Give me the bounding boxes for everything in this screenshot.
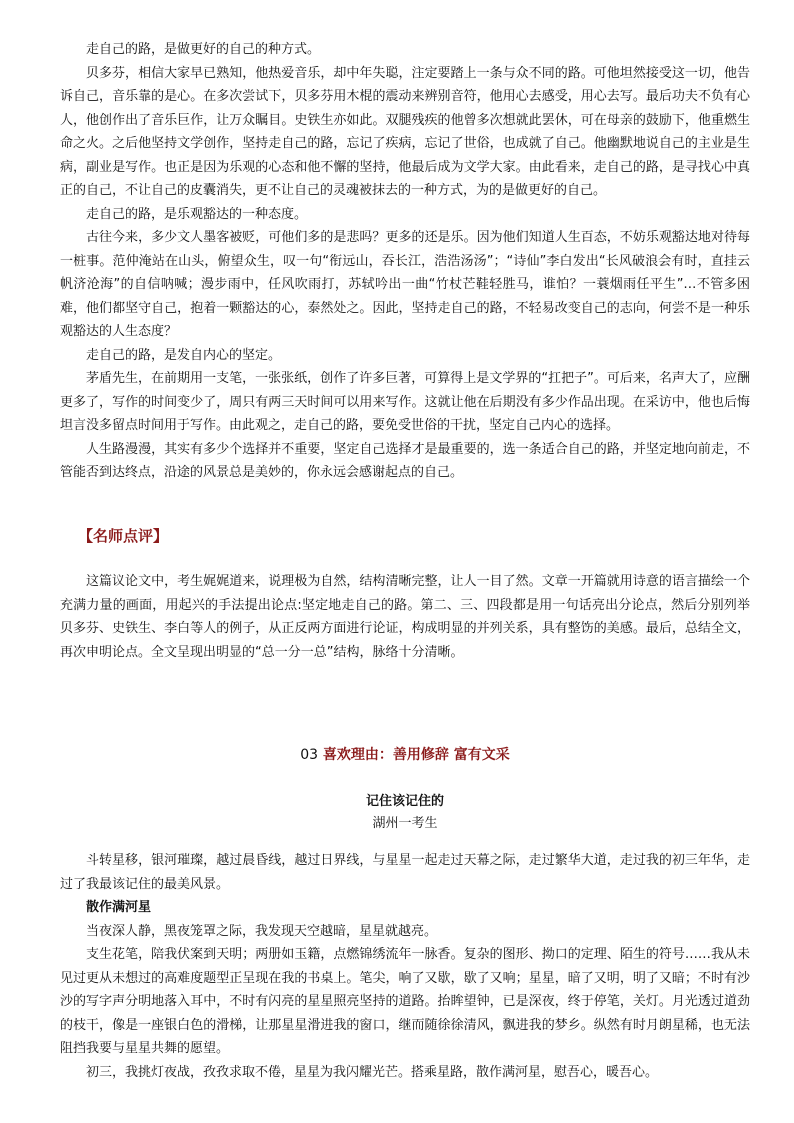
article-paragraph: 贝多芬，相信大家早已熟知，他热爱音乐，却中年失聪，注定要踏上一条与众不同的路。可他坦然接受这一切，他告诉自己，音乐靠的是心。在多次尝试下，贝多芬用木棍的震动来辨别音符，他用心去感受，用心去写。最后功夫不负有心人，他创作出了音乐巨作，让万众瞩目。史铁生亦如此。双腿残疾的他曾多次想就此罢休，可在母亲的鼓励下，他重燃生命之火。之后他坚持文学创作，坚持走自己的路，忘记了疾病，忘记了世俗，也成就了自己。他幽默地说自己的主业是生病，副业是写作。也正是因为乐观的心态和他不懈的坚持，他最后成为文学大家。由此看来，走自己的路，是寻找心中真正的自己，不让自己的皮囊消失，更不让自己的灵魂被抹去的一种方式，为的是做更好的自己。 xyxy=(60,65,750,198)
article-paragraph: 走自己的路，是做更好的自己的种方式。 xyxy=(86,42,321,57)
article-paragraph: 走自己的路，是乐观豁达的一种态度。 xyxy=(86,206,308,222)
essay-title: 记住该记住的 xyxy=(365,793,444,809)
essay-author: 湖州一考生 xyxy=(372,816,438,831)
article-paragraph: 人生路漫漫，其实有多少个选择并不重要，坚定自己选择才是最重要的，选一条适合自己的路，并坚定地向前走，不管能否到达终点，沿途的风景总是美妙的，你永远会感谢起点的自己。 xyxy=(60,441,750,480)
essay-paragraph: 支生花笔，陪我伏案到天明；两册如玉籍，点燃锦绣流年一脉香。复杂的图形、拗口的定理、陌生的符号……我从未见过更从未想过的高难度题型正呈现在我的书桌上。笔尖，响了又歇，歇了又响；星星，暗了又明，明了又暗；不时有沙沙的写字声分明地落入耳中，不时有闪亮的星星照亮坚持的道路。抬眸望钟，已是深夜，终于停笔，关灯。月光透过道劲的枝干，像是一座银白色的滑梯，让那星星滑进我的窗口，继而随徐徐清风，飘进我的梦乡。纵然有时月朗星稀，也无法阻挡我要与星星共舞的愿望。 xyxy=(60,947,750,1056)
section-title xyxy=(60,744,750,768)
teacher-comment-text: 这篇议论文中，考生娓娓道来，说理极为自然，结构清晰完整，让人一目了然。文章一开篇就用诗意的语言描绘一个充满力量的画面，用起兴的手法提出论点:坚定地走自己的路。第二、三、四段都是用一句话亮出分论点，然后分别列举贝多芬、史铁生、李白等人的例子，从正反两方面进行论证，构成明显的并列关系，具有整饬的美感。最后，总结全文，再次申明论点。全文呈现出明显的“总一分一总”结构，脉络十分清晰。 xyxy=(60,574,750,660)
section-number: 03 xyxy=(300,747,319,763)
essay-subheading: 散作满河星 xyxy=(86,900,152,915)
teacher-comment-heading: 【名师点评】 xyxy=(78,526,169,545)
article-paragraph: 古往今来，多少文人墨客被贬，可他们多的是悲吗？更多的还是乐。因为他们知道人生百态，不妨乐观豁达地对待每一桩事。范仲淹站在山头，俯望众生，叹一句“衔远山，吞长江，浩浩汤汤”；“诗仙”李白发出“长风破浪会有时，直挂云帆济沧海”的自信呐喊；漫步雨中，任风吹雨打，苏轼吟出一曲“竹杖芒鞋轻胜马，谁怕？一蓑烟雨任平生”…不管多困难，他们都坚守自己，抱着一颗豁达的心，泰然处之。因此，坚持走自己的路，不轻易改变自己的志向，何尝不是一种乐观豁达的人生态度？ xyxy=(60,230,750,339)
essay-paragraph: 初三，我挑灯夜战，孜孜求取不倦，星星为我闪耀光芒。搭乘星路，散作满河星，慰吾心，暖吾心。 xyxy=(86,1064,659,1080)
essay-paragraph: 斗转星移，银河璀璨，越过晨昏线，越过日界线，与星星一起走过天幕之际，走过繁华大道，走过我的初三年华，走过了我最该记住的最美风景。 xyxy=(60,853,750,892)
article-paragraph: 茅盾先生，在前期用一支笔，一张张纸，创作了许多巨著，可算得上是文学界的“扛把子”。可后来，名声大了，应酬更多了，写作的时间变少了，周只有两三天时间可以用来写作。这就让他在后期没有多少作品出现。在采访中，他也后悔坦言没多留点时间用于写作。由此观之，走自己的路，要免受世俗的干扰，坚定自己内心的选择。 xyxy=(60,371,750,433)
essay-paragraph: 当夜深人静，黑夜笼罩之际，我发现天空越暗，星星就越亮。 xyxy=(86,923,438,939)
document-page xyxy=(60,38,750,1084)
section-title-text: 喜欢理由：善用修辞 富有文采 xyxy=(322,747,510,763)
article-paragraph: 走自己的路，是发自内心的坚定。 xyxy=(86,347,282,363)
article-body xyxy=(60,38,750,485)
